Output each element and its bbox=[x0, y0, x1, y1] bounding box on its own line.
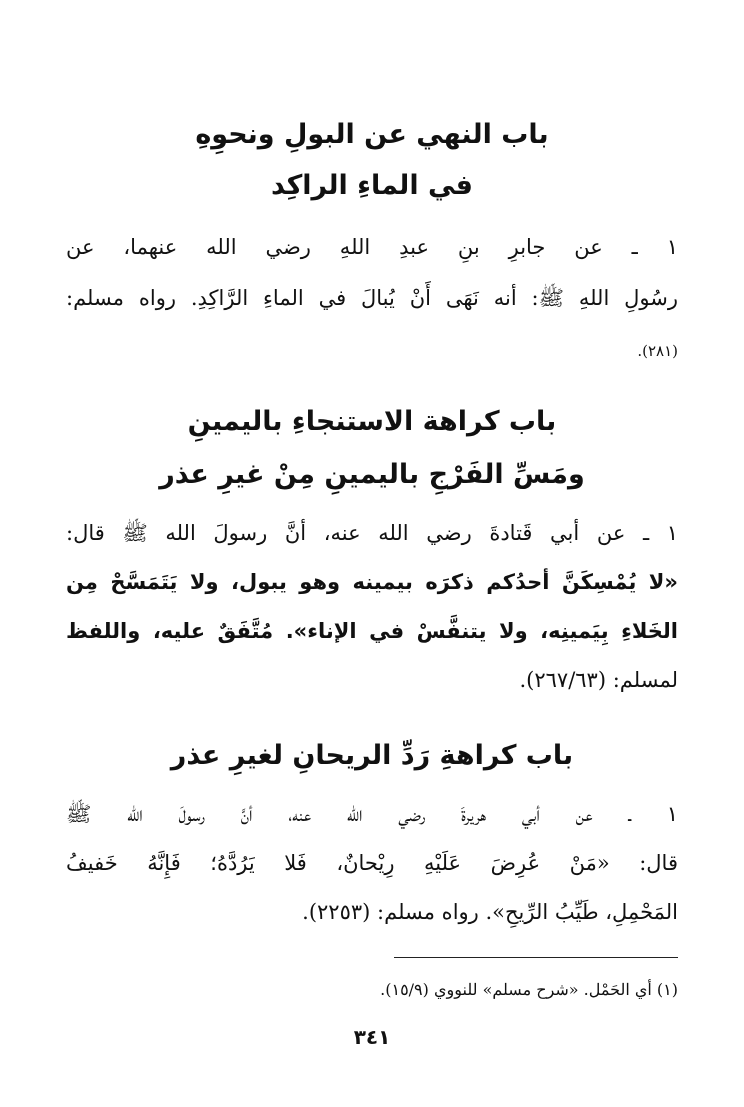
section-2-reference: لمسلم: (٢٦٧/٦٣). bbox=[519, 668, 678, 692]
section-1-reference: (٢٨١). bbox=[637, 342, 678, 360]
footnote: (١) أي الحَمْل. «شرح مسلم» للنووي (١٥/٩). bbox=[380, 980, 678, 999]
section-3-hadith-line-3 bbox=[66, 894, 678, 930]
footnote-divider bbox=[394, 957, 678, 958]
section-3-hadith-line-2: قال: «مَنْ عُرِضَ عَلَيْهِ رِيْحانٌ، فَلا يَرُدَّهُ؛ فَإِنَّهُ خَفيفُ bbox=[66, 851, 678, 875]
section-3-hadith-line-3-text: المَحْمِلِ، طَيِّبُ الرِّيحِ». رواه مسلم: (٢٢٥٣). bbox=[302, 900, 678, 924]
section-3-hadith-line-1: ١ ـ عن أبي هريرةَ رضي الله عنه، أنَّ رسولَ الله ﷺ bbox=[66, 802, 678, 826]
section-2-hadith-line-3: الخَلاءِ بِيَمينِه، ولا يتنفَّسْ في الإناء». مُتَّفَقٌ عليه، واللفظ bbox=[66, 619, 678, 643]
section-2-title-line-2: ومَسِّ الفَرْجِ باليمينِ مِنْ غيرِ عذر bbox=[159, 459, 585, 490]
section-3-title: باب كراهةِ رَدِّ الريحانِ لغيرِ عذر bbox=[170, 740, 574, 771]
section-1-hadith-line-2: رسُولِ اللهِ ﷺ: أنه نَهَى أَنْ يُبالَ في الماءِ الرَّاكِدِ. رواه مسلم: bbox=[66, 286, 678, 310]
section-1-title-line-1: باب النهي عن البولِ ونحوِهِ bbox=[195, 119, 549, 150]
section-2-hadith-line-2: «لا يُمْسِكَنَّ أحدُكم ذكرَه بيمينه وهو يبول، ولا يَتَمَسَّحْ مِن bbox=[66, 570, 678, 594]
page-number: ٣٤١ bbox=[353, 1025, 391, 1049]
section-1-hadith-line-1: ١ ـ عن جابرِ بنِ عبدِ اللهِ رضي الله عنهما، عن bbox=[66, 235, 678, 259]
section-2-hadith-line-1: ١ ـ عن أبي قَتادةَ رضي الله عنه، أنَّ رسولَ الله ﷺ قال: bbox=[66, 521, 678, 545]
section-2-title-line-1: باب كراهة الاستنجاءِ باليمينِ bbox=[187, 406, 557, 437]
section-1-title-line-2: في الماءِ الراكِد bbox=[271, 170, 473, 201]
